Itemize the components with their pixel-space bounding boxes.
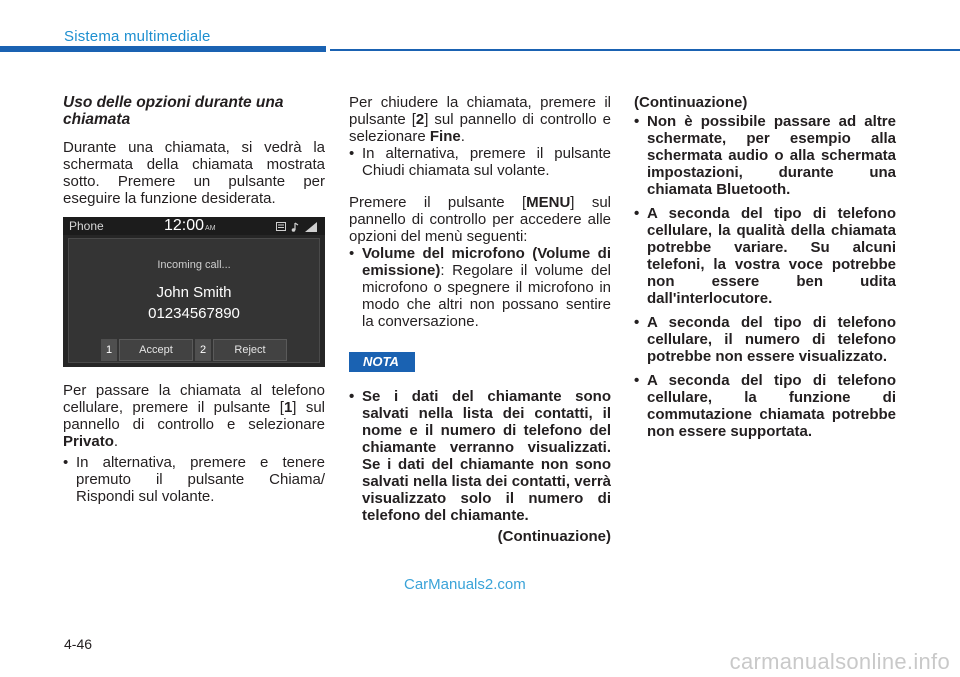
column-right [634,94,896,440]
caller-name: John Smith [156,284,232,301]
site-watermark: carmanualsonline.info [729,649,950,674]
watermark-link[interactable]: CarManuals2.com [404,576,526,593]
status-icons [276,220,319,232]
transfer-paragraph: Per passare la chiamata al telefono cellulare, premere il pulsante [1] sul pannello di controllo e selezionare Privato. [63,382,325,450]
note-bullet: • A seconda del tipo di telefono cellulare, il numero di telefono potrebbe non essere visualizzato. [634,314,896,365]
page-number: 4-46 [64,636,93,652]
continued-label: (Continuazione) [497,528,611,545]
incoming-call-panel [68,238,320,363]
accept-button[interactable]: Accept [119,339,193,361]
call-action-buttons [101,339,287,361]
nota-badge: NOTA [349,352,415,372]
screen-status-bar [63,217,325,235]
music-icon [291,222,299,232]
screen-app-title: Phone [69,219,104,233]
bullet-item: • In alternativa, premere il pulsante Chiudi chiamata sul volante. [349,145,611,179]
column-left [63,94,325,505]
header-bar [0,46,326,52]
continued-heading: (Continuazione) [634,94,748,111]
screen-clock: 12:00AM [164,217,216,234]
note-bullet: • A seconda del tipo di telefono cellulare, la qualità della chiamata potrebbe variare. Su alcuni telefoni, la vostra voce potrebbe non essere ben udita dall'interlocutore. [634,205,896,307]
note-bullet: • Se i dati del chiamante sono salvati nella lista dei contatti, il nome e il numero di telefono del chiamante verranno visualizzati. Se i dati del chiamante non sono salvati nella lista dei contatti, verrà visualizzato solo il numero di telefono del chiamante. [349,388,611,524]
signal-icon [305,222,319,232]
section-title: Uso delle opzioni durante una chiamata [63,94,284,128]
menu-paragraph: Premere il pulsante [MENU] sul pannello di controllo per accedere alle opzioni del menù seguenti: [349,194,611,245]
message-icon [276,222,286,231]
caller-number: 01234567890 [148,305,240,322]
column-middle [349,94,611,545]
reject-key-number: 2 [195,339,211,361]
phone-screen-illustration [63,217,325,367]
header-title: Sistema multimediale [64,28,211,45]
reject-button[interactable]: Reject [213,339,287,361]
end-call-paragraph: Per chiudere la chiamata, premere il pulsante [2] sul pannello di controllo e selezionare Fine. [349,94,612,145]
intro-paragraph: Durante una chiamata, si vedrà la schermata della chiamata mostrata sotto. Premere un pulsante per eseguire la funzione desiderata. [63,139,325,207]
header-line [330,49,960,51]
note-bullet: • A seconda del tipo di telefono cellulare, la funzione di commutazione chiamata potrebbe non essere supportata. [634,372,896,440]
accept-key-number: 1 [101,339,117,361]
note-bullet: • Non è possibile passare ad altre schermate, per esempio alla schermata audio o alla schermata impostazioni, durante una chiamata Bluetooth. [634,113,896,198]
bullet-item: • Volume del microfono (Volume di emissione): Regolare il volume del microfono o spegnere il microfono in modo che altri non possano sentire la conversazione. [349,245,611,330]
incoming-call-status: Incoming call... [157,259,231,271]
bullet-item: • In alternativa, premere e tenere premuto il pulsante Chiama/ Rispondi sul volante. [63,454,325,505]
